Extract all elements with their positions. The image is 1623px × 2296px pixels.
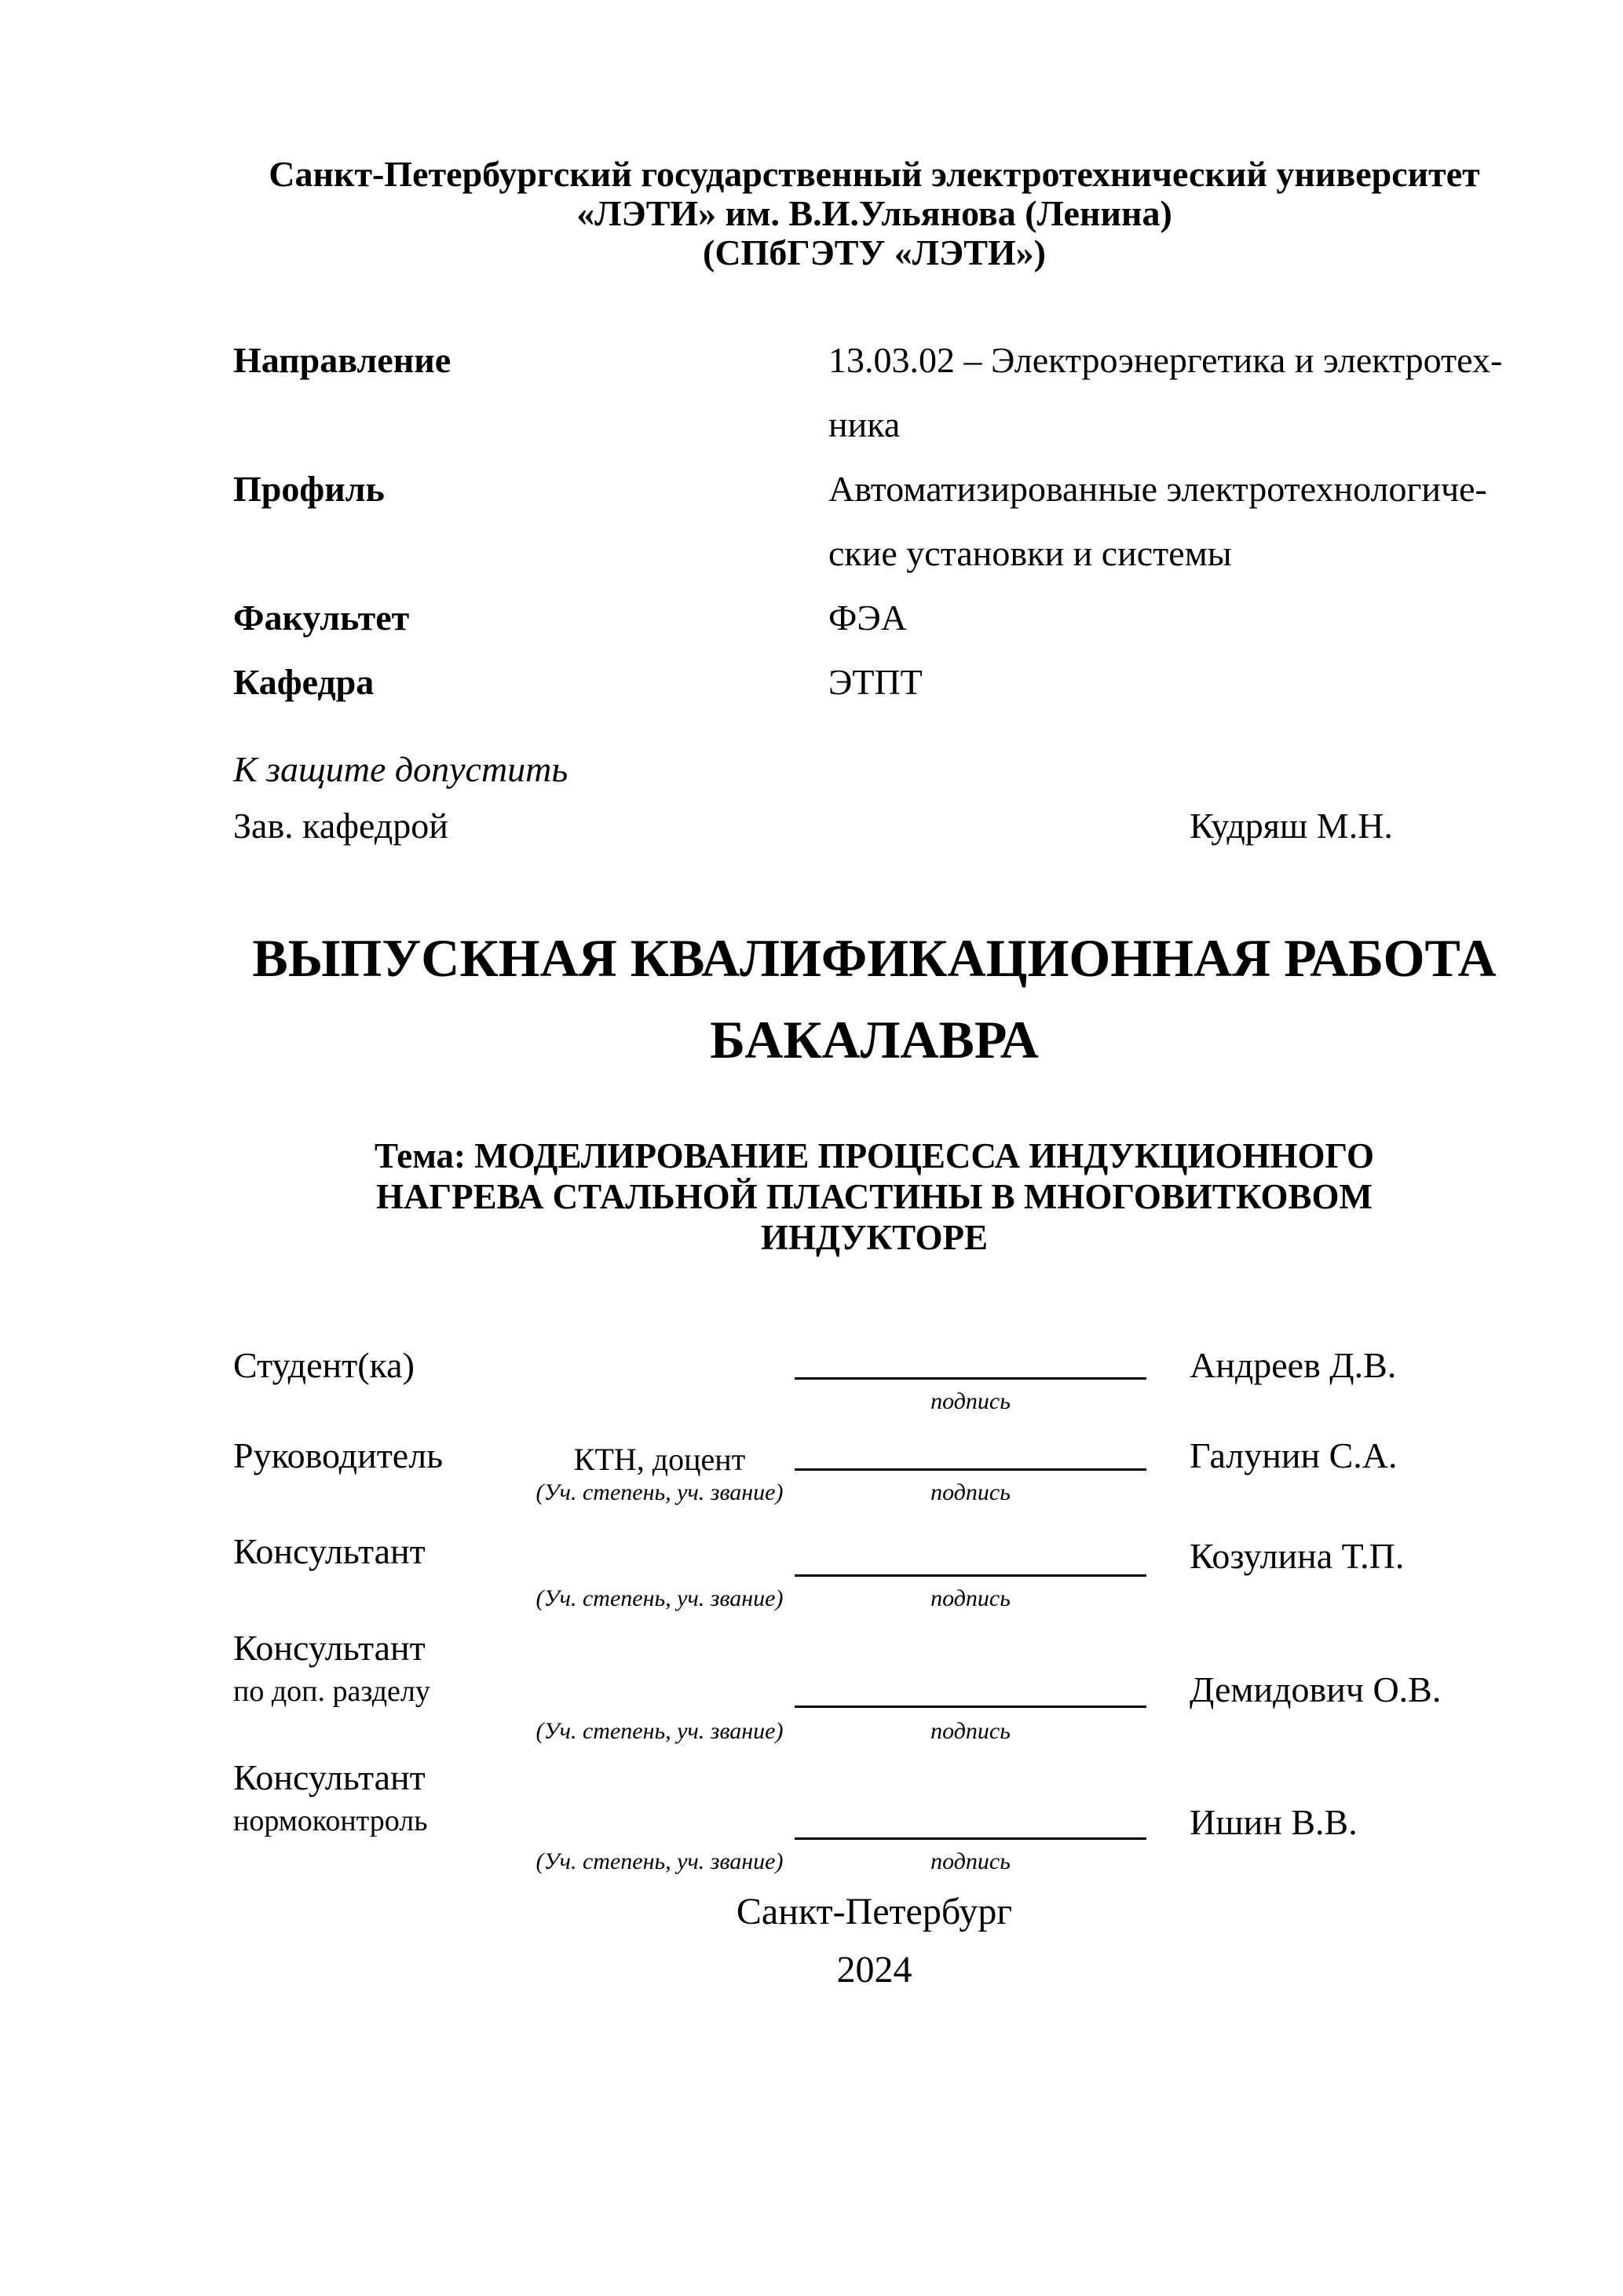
signer-role-consultant-additional: Консультант xyxy=(233,1628,426,1668)
faculty-label: Факультет xyxy=(233,598,410,638)
department-head-name: Кудряш М.Н. xyxy=(1190,806,1393,846)
signer-name-consultant-additional: Демидович О.В. xyxy=(1190,1669,1442,1709)
signer-name-supervisor: Галунин С.А. xyxy=(1190,1435,1398,1475)
signer-role-sub-normcontrol: нормоконтроль xyxy=(233,1804,428,1837)
signature-caption: подпись xyxy=(930,1585,1011,1611)
faculty-value: ФЭА xyxy=(828,598,907,638)
degree-caption: (Уч. степень, уч. звание) xyxy=(536,1848,784,1874)
university-abbreviation: (СПбГЭТУ «ЛЭТИ») xyxy=(703,232,1046,272)
footer-city: Санкт-Петербург xyxy=(736,1891,1013,1932)
degree-caption: (Уч. степень, уч. звание) xyxy=(536,1479,784,1505)
signature-caption: подпись xyxy=(930,1718,1011,1744)
degree-caption: (Уч. степень, уч. звание) xyxy=(536,1585,784,1611)
signature-caption: подпись xyxy=(930,1388,1011,1414)
document-title-line1: ВЫПУСКНАЯ КВАЛИФИКАЦИОННАЯ РАБОТА xyxy=(252,928,1497,988)
university-name-line1: Санкт-Петербургский государственный электротехнический университет xyxy=(269,154,1480,194)
direction-label: Направление xyxy=(233,340,451,380)
admission-phrase: К защите допустить xyxy=(233,749,568,789)
profile-label: Профиль xyxy=(233,469,385,509)
signer-name-consultant: Козулина Т.П. xyxy=(1190,1536,1405,1576)
document-title-line2: БАКАЛАВРА xyxy=(710,1010,1039,1069)
signer-role-consultant-normcontrol: Консультант xyxy=(233,1757,426,1797)
direction-value-line1: 13.03.02 – Электроэнергетика и электротех- xyxy=(828,340,1503,380)
footer-year: 2024 xyxy=(836,1949,912,1991)
department-value: ЭТПТ xyxy=(828,662,923,702)
signer-role-sub-additional: по доп. разделу xyxy=(233,1675,430,1708)
degree-caption: (Уч. степень, уч. звание) xyxy=(536,1718,784,1744)
topic-line3: ИНДУКТОРЕ xyxy=(760,1218,989,1257)
signature-line xyxy=(795,1706,1146,1708)
department-label: Кафедра xyxy=(233,662,375,702)
topic-line1: Тема: МОДЕЛИРОВАНИЕ ПРОЦЕССА ИНДУКЦИОННОГО xyxy=(374,1136,1375,1175)
signer-degree-supervisor: КТН, доцент xyxy=(573,1442,746,1477)
topic-line2: НАГРЕВА СТАЛЬНОЙ ПЛАСТИНЫ В МНОГОВИТКОВОМ xyxy=(376,1177,1373,1216)
signature-caption: подпись xyxy=(930,1479,1011,1505)
signer-name-student: Андреев Д.В. xyxy=(1190,1345,1397,1385)
signature-line xyxy=(795,1468,1146,1471)
signer-role-consultant: Консультант xyxy=(233,1531,426,1571)
signature-line xyxy=(795,1377,1146,1380)
signer-name-consultant-normcontrol: Ишин В.В. xyxy=(1190,1802,1358,1842)
signer-role-supervisor: Руководитель xyxy=(233,1435,444,1475)
signer-role-student: Студент(ка) xyxy=(233,1345,415,1385)
department-head-label: Зав. кафедрой xyxy=(233,806,448,846)
profile-value-line1: Автоматизированные электротехнологиче- xyxy=(828,469,1487,509)
direction-value-line2: ника xyxy=(828,404,901,444)
profile-value-line2: ские установки и системы xyxy=(828,533,1232,573)
university-name-line2: «ЛЭТИ» им. В.И.Ульянова (Ленина) xyxy=(576,193,1172,233)
signature-line xyxy=(795,1574,1146,1577)
signature-line xyxy=(795,1837,1146,1840)
signature-caption: подпись xyxy=(930,1848,1011,1874)
